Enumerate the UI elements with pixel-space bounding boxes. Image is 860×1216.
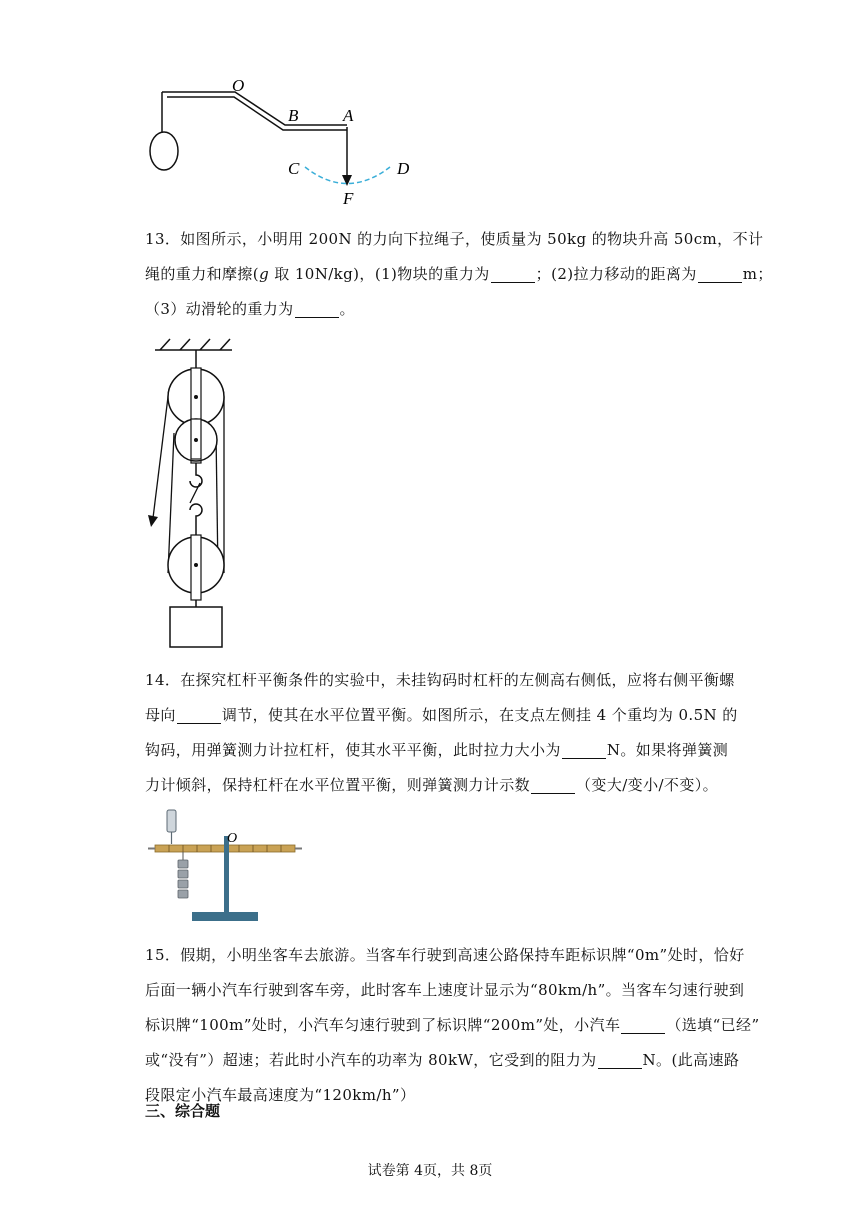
force-arrowhead bbox=[342, 175, 352, 186]
q13-text: ；(2)拉力移动的距离为 bbox=[535, 265, 697, 283]
q15-line-4 bbox=[145, 1043, 740, 1078]
q14-line-4 bbox=[145, 768, 725, 803]
q13-text: （3）动滑轮的重力为 bbox=[145, 300, 294, 318]
label-f: F bbox=[343, 189, 354, 208]
lever-figure bbox=[140, 75, 430, 210]
q13-line-3 bbox=[145, 292, 725, 327]
page-footer: 试卷第 4页，共 8页 bbox=[367, 1163, 493, 1179]
answer-blank[interactable] bbox=[295, 299, 339, 318]
q14-text: 母向 bbox=[145, 706, 176, 724]
answer-blank[interactable] bbox=[531, 775, 575, 794]
q14-text: 力计倾斜，保持杠杆在水平位置平衡，则弹簧测力计示数 bbox=[145, 776, 531, 794]
pull-arrowhead bbox=[148, 515, 158, 527]
q15-line-2: 后面一辆小汽车行驶到客车旁，此时客车上速度计显示为“80km/h”。当客车匀速行驶到 bbox=[145, 981, 745, 999]
axle bbox=[194, 395, 198, 399]
label-b: B bbox=[288, 106, 299, 125]
ceiling-hatching bbox=[160, 339, 230, 350]
q13-text: m； bbox=[742, 265, 773, 283]
q13-text: 绳的重力和摩擦( bbox=[145, 265, 260, 283]
pulley-figure bbox=[140, 335, 240, 653]
q13-text: 。 bbox=[339, 300, 355, 318]
q14-line-3 bbox=[145, 733, 729, 768]
q15-text: （选填“已经” bbox=[666, 1016, 760, 1034]
q13-text: 取 10N/kg)，(1)物块的重力为 bbox=[269, 265, 490, 283]
q15-text: 或“没有”）超速；若此时小汽车的功率为 80kW，它受到的阻力为 bbox=[145, 1051, 597, 1069]
q13-line-1: 13．如图所示，小明用 200N 的力向下拉绳子，使质量为 50kg 的物块升高 50cm，不计 bbox=[145, 230, 764, 248]
q14-line-2 bbox=[145, 698, 738, 733]
hanging-weight bbox=[150, 132, 178, 170]
lever-balance-figure bbox=[145, 808, 310, 926]
question-13 bbox=[145, 222, 773, 327]
movable-strap bbox=[191, 535, 201, 600]
label-a: A bbox=[343, 106, 354, 125]
q14-text: N。如果将弹簧测 bbox=[606, 741, 729, 759]
q15-line-3 bbox=[145, 1008, 760, 1043]
q14-text: 钩码，用弹簧测力计拉杠杆，使其水平平衡，此时拉力大小为 bbox=[145, 741, 561, 759]
section-heading: 三、综合题 bbox=[145, 1102, 221, 1120]
label-o: O bbox=[232, 76, 245, 95]
spring-scale bbox=[167, 810, 176, 832]
q15-line-5: 段限定小汽车最高速度为“120km/h”） bbox=[145, 1086, 416, 1104]
q15-text: 标识牌“100m”处时，小汽车匀速行驶到了标识牌“200m”处，小汽车 bbox=[145, 1016, 621, 1034]
answer-blank[interactable] bbox=[491, 264, 535, 283]
axle bbox=[194, 438, 198, 442]
q13-line-2 bbox=[145, 257, 773, 292]
label-o-balance: O bbox=[227, 831, 238, 846]
answer-blank[interactable] bbox=[621, 1015, 665, 1034]
axle bbox=[194, 563, 198, 567]
label-c: C bbox=[288, 159, 300, 178]
load-block bbox=[170, 607, 222, 647]
stand-pole bbox=[224, 836, 229, 914]
question-14 bbox=[145, 663, 738, 803]
answer-blank[interactable] bbox=[562, 740, 606, 759]
q14-text: （变大/变小/不变）。 bbox=[576, 776, 719, 794]
answer-blank[interactable] bbox=[698, 264, 742, 283]
stand-base bbox=[192, 912, 258, 921]
label-d: D bbox=[397, 159, 410, 178]
hook-weights bbox=[178, 860, 188, 898]
q15-text: N。(此高速路 bbox=[642, 1051, 740, 1069]
q15-line-1: 15．假期，小明坐客车去旅游。当客车行驶到高速公路保持车距标识牌“0m”处时，恰好 bbox=[145, 946, 745, 964]
q14-line-1: 14．在探究杠杆平衡条件的实验中，未挂钩码时杠杆的左侧高右侧低，应将右侧平衡螺 bbox=[145, 671, 735, 689]
answer-blank[interactable] bbox=[177, 705, 221, 724]
q13-g-symbol: g bbox=[259, 265, 270, 283]
q14-text: 调节，使其在水平位置平衡。如图所示，在支点左侧挂 4 个重均为 0.5N 的 bbox=[221, 706, 738, 724]
lower-hook bbox=[190, 504, 202, 535]
answer-blank[interactable] bbox=[598, 1050, 642, 1069]
question-15 bbox=[145, 938, 760, 1113]
